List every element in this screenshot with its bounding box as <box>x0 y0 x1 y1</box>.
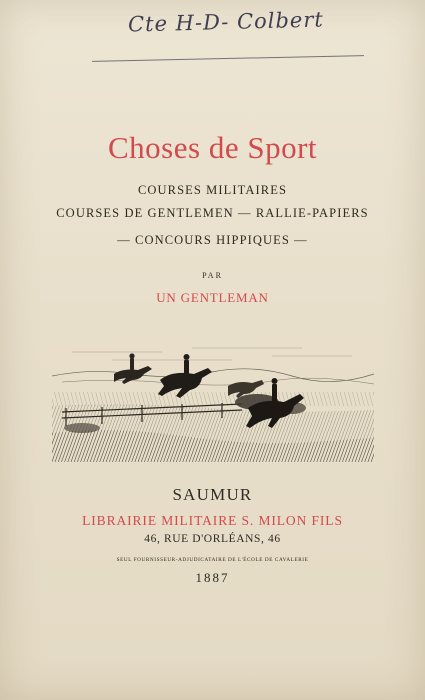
publisher: LIBRAIRIE MILITAIRE S. MILON FILS <box>82 513 343 528</box>
by-label: PAR <box>202 271 223 280</box>
book-title: Choses de Sport <box>108 130 317 165</box>
city: SAUMUR <box>172 485 253 504</box>
publisher-address: 46, RUE D'ORLÉANS, 46 <box>144 533 281 545</box>
subtitle-line-2: COURSES DE GENTLEMEN — RALLIE-PAPIERS <box>56 206 369 220</box>
subtitle-line-3: — CONCOURS HIPPIQUES — <box>117 233 308 247</box>
supplier-note: SEUL FOURNISSEUR-ADJUDICATAIRE DE L'ÉCOLE DE CAVALERIE <box>116 557 309 563</box>
subtitle-line-1: COURSES MILITAIRES <box>137 183 288 197</box>
handwritten-signature: Cte H-D- Colbert <box>127 7 325 37</box>
author-name: UN GENTLEMAN <box>156 290 269 305</box>
signature-underline <box>92 55 364 62</box>
steeplechase-engraving <box>52 338 374 462</box>
publication-year: 1887 <box>195 570 230 585</box>
